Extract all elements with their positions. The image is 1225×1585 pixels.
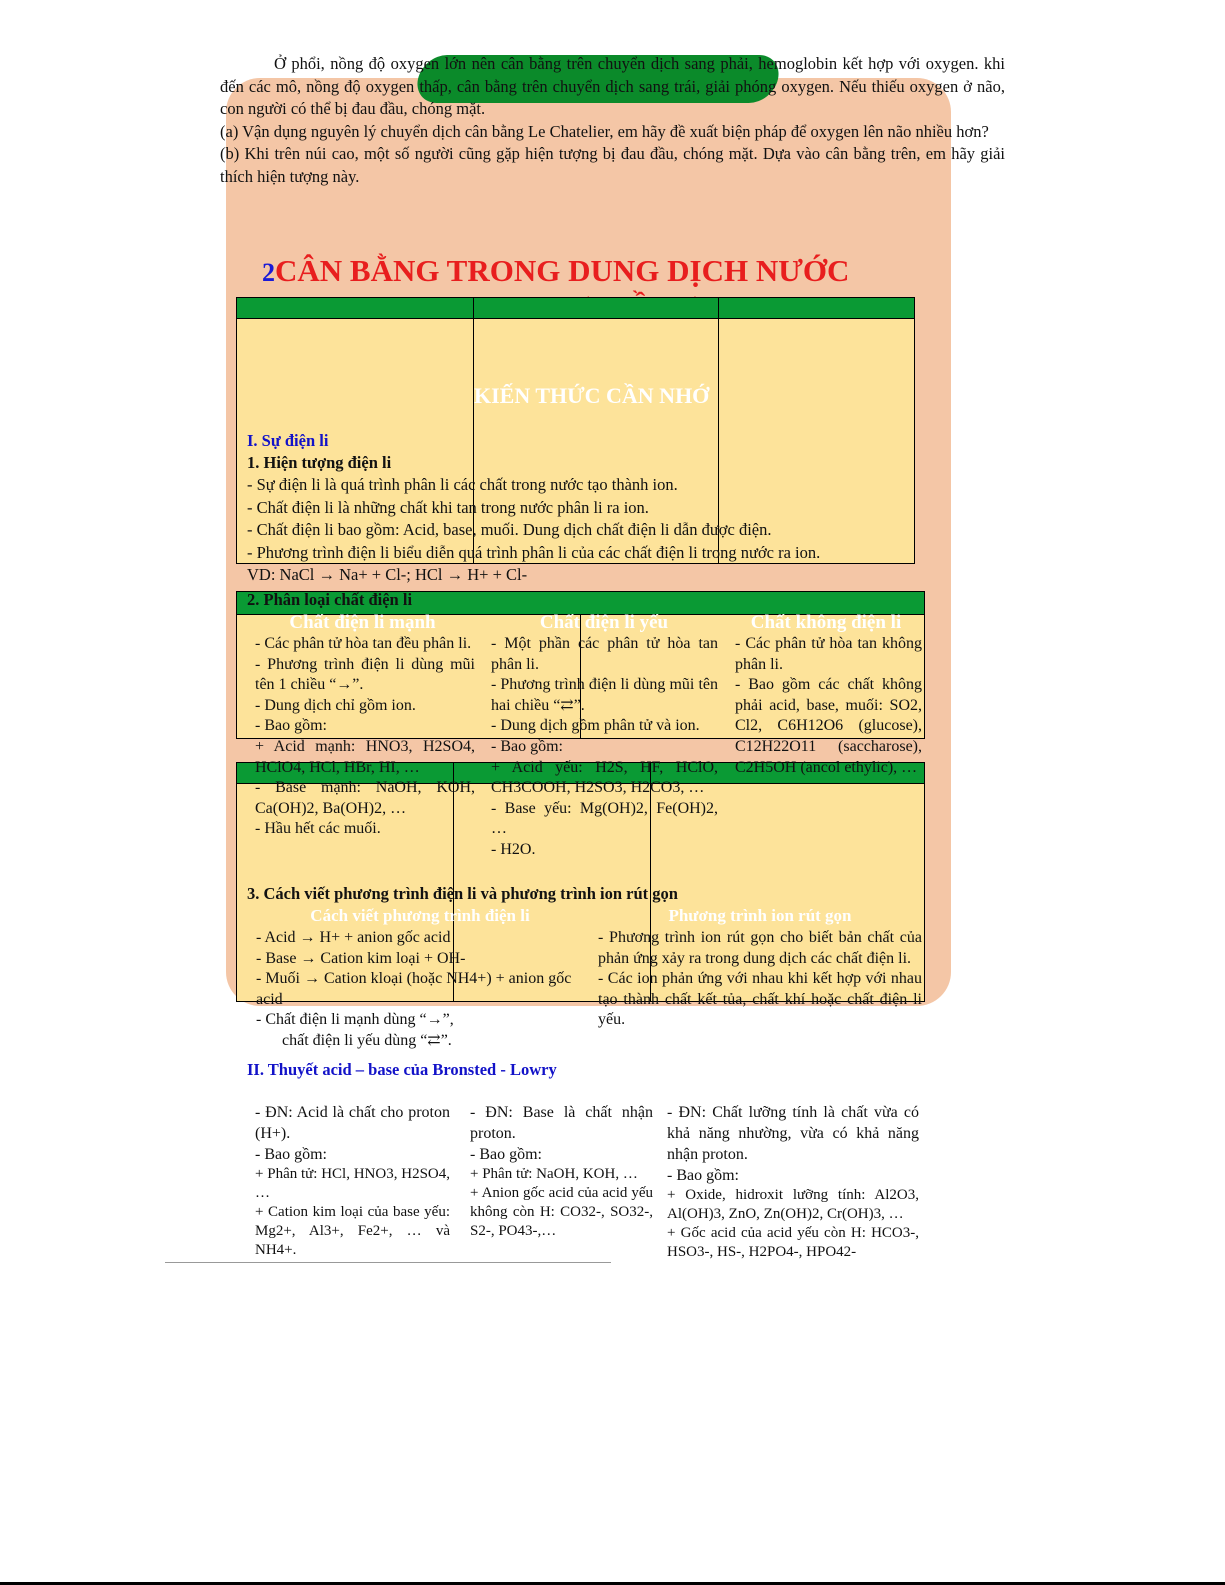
amphoteric-column — [667, 1102, 919, 1260]
non-electrolyte-column — [735, 634, 922, 778]
list-item: - Bao gồm các chất không phải acid, base, muối: SO2, Cl2, C6H12O6 (glucose), C12H22O11 (saccharose), C2H5OH (ancol ethylic), … — [735, 676, 922, 776]
main-title — [262, 253, 849, 289]
list-item: - Sự điện li là quá trình phân li các chất trong nước tạo thành ion. — [247, 475, 678, 494]
list-item: - Chất điện li bao gồm: Acid, base, muối. Dung dịch chất điện li dẫn được điện. — [247, 520, 772, 539]
divider-line — [165, 1262, 611, 1263]
list-item: + Anion gốc acid của acid yếu không còn H: CO32-, SO32-, S2-, PO43-,… — [470, 1185, 653, 1239]
header-net-ionic-equation: Phương trình ion rút gọn — [668, 906, 852, 925]
section-header-title: KIẾN THỨC CẦN NHỚ — [474, 383, 710, 408]
header-non-electrolyte: Chất không điện li — [750, 612, 902, 633]
list-item: - ĐN: Acid là chất cho proton (H+). — [255, 1104, 450, 1142]
list-item: + Phân tử: HCl, HNO3, H2SO4, … — [255, 1166, 450, 1201]
section-header-bar — [236, 297, 915, 319]
intro-text — [220, 53, 1005, 188]
section-1-heading: I. Sự điện li — [247, 431, 329, 450]
ionization-column — [256, 928, 586, 1052]
list-item: - Các ion phản ứng với nhau khi kết hợp với nhau tạo thành chất kết tủa, chất khí hoặc chất điện li yếu. — [598, 970, 922, 1029]
list-item: - Các phân tử hòa tan không phân li. — [735, 635, 922, 673]
list-item: - Bao gồm: — [667, 1167, 739, 1184]
list-item: + Cation kim loại của base yếu: Mg2+, Al3+, Fe2+, … và NH4+. — [255, 1204, 450, 1258]
list-item: - Base → Cation kim loại + OH- — [256, 949, 466, 967]
net-ionic-column — [598, 928, 922, 1031]
list-item: - Bao gồm: — [255, 717, 327, 735]
list-item: - Phương trình điện li biểu diễn quá trình phân li của các chất điện li trong nước ra ion. — [247, 543, 821, 562]
list-item: - ĐN: Base là chất nhận proton. — [470, 1104, 653, 1142]
list-item: - Phương trình ion rút gọn cho biết bản chất của phản ứng xảy ra trong dung dịch các chất điện li. — [598, 929, 922, 967]
list-item: + Acid yếu: H2S, HF, HClO, CH3COOH, H2SO3, H2CO3, … — [491, 758, 718, 797]
list-item: - Một phần các phân tử hòa tan phân li. — [491, 635, 718, 673]
intro-paragraph-1: Ở phổi, nồng độ oxygen lớn nên cân bằng trên chuyển dịch sang phải, hemoglobin kết hợp với oxygen. khi đến các mô, nồng độ oxygen thấp, cân bằng trên chuyển dịch sang trái, giải phóng oxygen. Nếu thiếu oxygen ở não, con người có thể bị đau đầu, chóng mặt. — [220, 54, 1005, 118]
list-item: - Bao gồm: — [255, 1146, 327, 1163]
subsection-3-heading: 3. Cách viết phương trình điện li và phương trình ion rút gọn — [247, 884, 678, 903]
list-item: - Dung dịch chỉ gồm ion. — [255, 696, 416, 714]
list-item: - Hầu hết các muối. — [255, 820, 381, 838]
title-text: CÂN BẰNG TRONG DUNG DỊCH NƯỚC — [275, 253, 850, 288]
header-ionization-equation: Cách viết phương trình điện li — [310, 906, 530, 925]
subsection-1-heading: 1. Hiện tượng điện li — [247, 453, 392, 472]
list-item: chất điện li yếu dùng “⇄”. — [282, 1031, 452, 1049]
list-item: - Chất điện li mạnh dùng “→”, — [256, 1011, 454, 1029]
intro-question-a: (a) Vận dụng nguyên lý chuyển dịch cân bằng Le Chatelier, em hãy đề xuất biện pháp để oxygen lên não nhiều hơn? — [220, 121, 989, 141]
header-strong-electrolyte: Chất điện li mạnh — [289, 612, 436, 633]
title-number: 2 — [262, 258, 275, 287]
header-weak-electrolyte: Chất điện li yếu — [539, 612, 669, 633]
acid-column — [255, 1102, 450, 1260]
bronsted-columns — [255, 1102, 935, 1260]
list-item: - Base mạnh: NaOH, KOH, Ca(OH)2, Ba(OH)2, … — [255, 779, 475, 817]
subsection-2-heading: 2. Phân loại chất điện li — [247, 590, 413, 609]
list-item: - Bao gồm: — [491, 737, 563, 755]
list-item: - ĐN: Chất lưỡng tính là chất vừa có khả năng nhường, vừa có khả năng nhận proton. — [667, 1104, 919, 1163]
base-column — [470, 1102, 653, 1241]
list-item: + Phân tử: NaOH, KOH, … — [470, 1166, 638, 1182]
list-item: - Muối → Cation kloại (hoặc NH4+) + anion gốc acid — [256, 970, 572, 1008]
intro-question-b: (b) Khi trên núi cao, một số người cũng gặp hiện tượng bị đau đầu, chóng mặt. Dựa vào cân bằng trên, em hãy giải thích hiện tượng này. — [220, 144, 1005, 186]
list-item: - Bao gồm: — [470, 1146, 542, 1163]
list-item: - Chất điện li là những chất khi tan trong nước phân li ra ion. — [247, 498, 649, 517]
section-2-heading: II. Thuyết acid – base của Bronsted - Lowry — [247, 1060, 557, 1079]
list-item: + Oxide, hidroxit lưỡng tính: Al2O3, Al(OH)3, ZnO, Zn(OH)2, Cr(OH)3, … — [667, 1187, 919, 1222]
list-item: - H2O. — [491, 840, 536, 858]
list-item: + Acid mạnh: HNO3, H2SO4, HClO4, HCl, HBr, HI, … — [255, 737, 475, 776]
weak-electrolyte-column — [491, 634, 718, 861]
example-line: VD: NaCl → Na+ + Cl-; HCl → H+ + Cl- — [247, 565, 528, 584]
list-item: - Acid → H+ + anion gốc acid — [256, 929, 451, 946]
list-item: - Phương trình điện li dùng mũi tên 1 chiều “→”. — [255, 655, 475, 694]
list-item: + Gốc acid của acid yếu còn H: HCO3-, HSO3-, HS-, H2PO4-, HPO42- — [667, 1225, 919, 1260]
strong-electrolyte-column — [255, 634, 475, 840]
list-item: - Các phân tử hòa tan đều phân li. — [255, 635, 472, 652]
list-item: - Phương trình điện li dùng mũi tên hai chiều “⇄”. — [491, 676, 718, 714]
list-item: - Dung dịch gồm phân tử và ion. — [491, 717, 700, 735]
list-item: - Base yếu: Mg(OH)2, Fe(OH)2, … — [491, 799, 718, 838]
